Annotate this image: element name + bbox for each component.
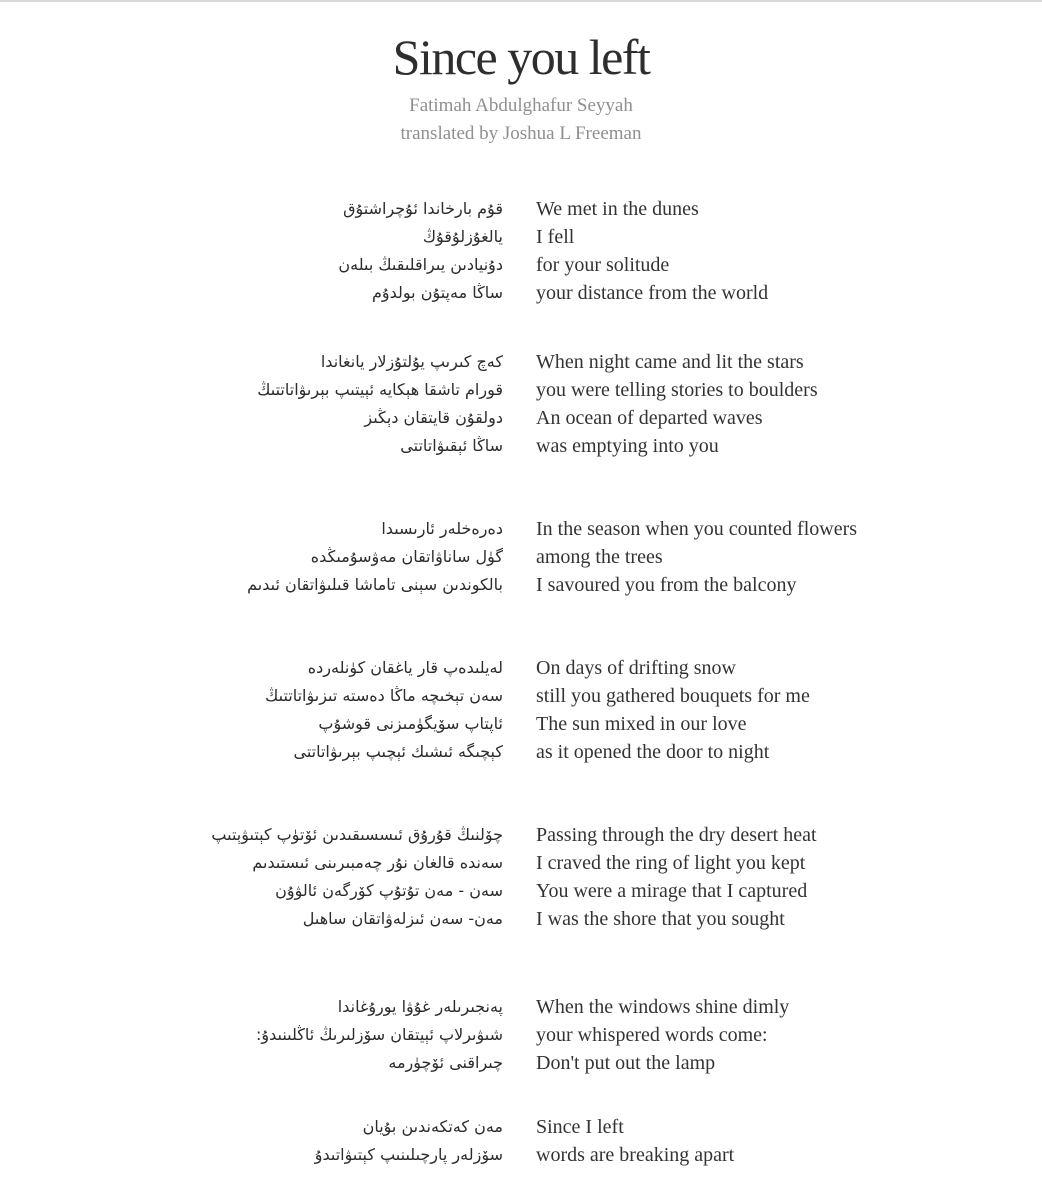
uyghur-line: سەن تېخىچە ماڭا دەستە تىزىۋاتاتتىڭ bbox=[265, 686, 503, 705]
english-line: When night came and lit the stars bbox=[536, 351, 804, 373]
stanza-line bbox=[0, 1113, 1042, 1141]
stanza-line bbox=[0, 195, 1042, 223]
uyghur-line: دولقۇن قايتقان دېڭىز bbox=[364, 408, 503, 427]
english-line: Since I left bbox=[536, 1116, 624, 1138]
stanza-line bbox=[0, 515, 1042, 543]
english-line: words are breaking apart bbox=[536, 1144, 735, 1166]
uyghur-line: ساڭا مەپتۇن بولدۇم bbox=[371, 283, 503, 302]
uyghur-line: كېچىگە ئىشىك ئېچىپ بېرىۋاتاتتى bbox=[293, 742, 503, 761]
stanza-line bbox=[0, 571, 1042, 599]
english-line: On days of drifting snow bbox=[536, 657, 736, 679]
poem-title: Since you left bbox=[392, 29, 650, 85]
english-line: among the trees bbox=[536, 546, 663, 568]
uyghur-line: مەن كەتكەندىن بۇيان bbox=[362, 1117, 503, 1136]
english-line: When the windows shine dimly bbox=[536, 996, 790, 1018]
english-line: you were telling stories to boulders bbox=[536, 379, 818, 401]
english-line: was emptying into you bbox=[536, 435, 719, 457]
english-line: Passing through the dry desert heat bbox=[536, 824, 817, 846]
english-line: I savoured you from the balcony bbox=[536, 574, 797, 596]
stanza-line bbox=[0, 279, 1042, 307]
stanza-line bbox=[0, 1021, 1042, 1049]
stanza-line bbox=[0, 654, 1042, 682]
uyghur-line: سەن - مەن تۇتۇپ كۆرگەن ئالۋۇن bbox=[275, 881, 503, 900]
stanza-line bbox=[0, 993, 1042, 1021]
uyghur-line: دۇنيادىن يىراقلىقىڭ بىلەن bbox=[338, 255, 503, 274]
english-line: You were a mirage that I captured bbox=[536, 880, 808, 902]
uyghur-line: ساڭا ئېقىۋاتاتتى bbox=[400, 436, 503, 455]
stanza-line bbox=[0, 821, 1042, 849]
uyghur-line: كەچ كىرىپ يۇلتۇزلار يانغاندا bbox=[320, 352, 503, 371]
english-line: for your solitude bbox=[536, 254, 670, 276]
english-line: your distance from the world bbox=[536, 282, 769, 304]
top-rule bbox=[0, 0, 1042, 2]
uyghur-line: گۈل ساناۋاتقان مەۋسۇمىڭدە bbox=[310, 547, 503, 566]
english-line: as it opened the door to night bbox=[536, 741, 770, 763]
english-line: We met in the dunes bbox=[536, 198, 699, 220]
stanza-line bbox=[0, 543, 1042, 571]
uyghur-line: سەندە قالغان نۇر چەمبىرىنى ئىستىدىم bbox=[252, 853, 503, 872]
english-line: An ocean of departed waves bbox=[536, 407, 763, 429]
stanza-line bbox=[0, 1141, 1042, 1169]
stanza-line bbox=[0, 348, 1042, 376]
poem-author: Fatimah Abdulghafur Seyyah bbox=[409, 95, 633, 116]
uyghur-line: چۆلنىڭ قۇرۇق ئىسسىقىدىن ئۆتۈپ كېتىۋېتىپ bbox=[211, 825, 503, 844]
stanza-line bbox=[0, 682, 1042, 710]
stanza-line bbox=[0, 1049, 1042, 1077]
uyghur-line: دەرەخلەر ئارىسىدا bbox=[381, 519, 503, 538]
uyghur-line: قورام تاشقا ھېكايە ئېيتىپ بېرىۋاتاتتىڭ bbox=[257, 380, 503, 399]
stanza-line bbox=[0, 376, 1042, 404]
stanza-line bbox=[0, 251, 1042, 279]
uyghur-line: شىۋىرلاپ ئېيتقان سۆزلىرىڭ ئاڭلىنىدۇ: bbox=[256, 1025, 503, 1044]
uyghur-line: ئاپتاپ سۆيگۈمىزنى قوشۇپ bbox=[318, 714, 503, 733]
stanza-line bbox=[0, 738, 1042, 766]
uyghur-line: سۆزلەر پارچىلىنىپ كېتىۋاتىدۇ bbox=[314, 1145, 503, 1164]
english-line: I fell bbox=[536, 226, 575, 248]
uyghur-line: پەنجىرىلەر غۇۋا يورۇغاندا bbox=[337, 997, 503, 1016]
english-line: Don't put out the lamp bbox=[536, 1052, 716, 1074]
stanza-line bbox=[0, 849, 1042, 877]
english-line: your whispered words come: bbox=[536, 1024, 768, 1046]
uyghur-line: چىراقنى ئۆچۈرمە bbox=[388, 1053, 503, 1072]
stanza-line bbox=[0, 877, 1042, 905]
uyghur-line: لەيلىدەپ قار ياغقان كۈنلەردە bbox=[307, 658, 503, 677]
stanza-line bbox=[0, 905, 1042, 933]
stanza-line bbox=[0, 404, 1042, 432]
stanza-line bbox=[0, 710, 1042, 738]
english-line: I was the shore that you sought bbox=[536, 908, 785, 930]
uyghur-line: يالغۇزلۇقۇڭ bbox=[422, 227, 503, 246]
uyghur-line: قۇم بارخاندا ئۇچراشتۇق bbox=[343, 199, 503, 218]
uyghur-line: بالكوندىن سېنى تاماشا قىلىۋاتقان ئىدىم bbox=[247, 575, 503, 594]
uyghur-line: مەن- سەن ئىزلەۋاتقان ساھىل bbox=[302, 909, 503, 928]
english-line: The sun mixed in our love bbox=[536, 713, 747, 735]
stanza-line bbox=[0, 223, 1042, 251]
poem-translator: translated by Joshua L Freeman bbox=[400, 123, 642, 144]
english-line: still you gathered bouquets for me bbox=[536, 685, 810, 707]
stanza-line bbox=[0, 432, 1042, 460]
english-line: In the season when you counted flowers bbox=[536, 518, 858, 540]
english-line: I craved the ring of light you kept bbox=[536, 852, 806, 874]
